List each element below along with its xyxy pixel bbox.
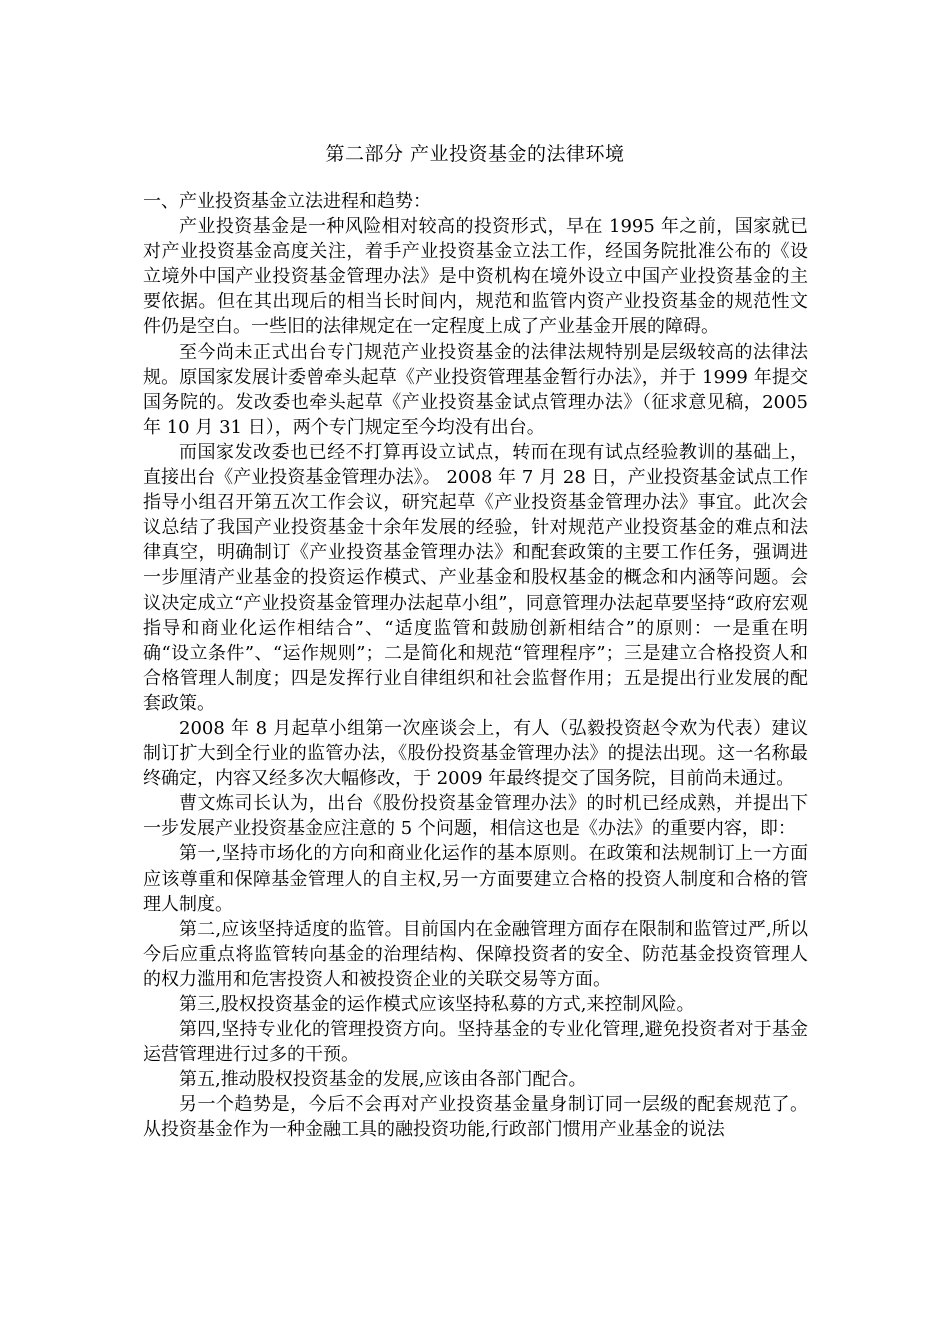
paragraph-5: 曹文炼司长认为，出台《股份投资基金管理办法》的时机已经成熟，并提出下一步发展产业投资基金应注意的 5 个问题，相信这也是《办法》的重要内容，即： (143, 793, 808, 840)
paragraph-10: 第五,推动股权投资基金的发展,应该由各部门配合。 (179, 1069, 587, 1091)
paragraph-2: 至今尚未正式出台专门规范产业投资基金的法律法规特别是层级较高的法律法规。原国家发展计委曾牵头起草《产业投资管理基金暂行办法》，并于 1999 年提交国务院的。发改委也牵头起草《产业投资基金试点管理办法》（征求意见稿，2005 年 10 月 31 日），两个专门规定至今均没有出台。 (143, 341, 808, 438)
document-body (143, 189, 808, 1143)
paragraph-1: 产业投资基金是一种风险相对较高的投资形式，早在 1995 年之前，国家就已对产业投资基金高度关注，着手产业投资基金立法工作，经国务院批准公布的《设立境外中国产业投资基金管理办法》是中资机构在境外设立中国产业投资基金的主要依据。但在其出现后的相当长时间内，规范和监管内资产业投资基金的规范性文件仍是空白。一些旧的法律规定在一定程度上成了产业基金开展的障碍。 (143, 216, 808, 338)
section-heading: 一、产业投资基金立法进程和趋势： (143, 191, 431, 212)
document-title: 第二部分 产业投资基金的法律环境 (325, 143, 625, 165)
paragraph-6: 第一,坚持市场化的方向和商业化运作的基本原则。在政策和法规制订上一方面应该尊重和保障基金管理人的自主权,另一方面要建立合格的投资人制度和合格的管理人制度。 (143, 843, 808, 915)
paragraph-9: 第四,坚持专业化的管理投资方向。坚持基金的专业化管理,避免投资者对于基金运营管理进行过多的干预。 (143, 1019, 808, 1066)
paragraph-11: 另一个趋势是，今后不会再对产业投资基金量身制订同一层级的配套规范了。从投资基金作为一种金融工具的融投资功能,行政部门惯用产业基金的说法 (143, 1094, 808, 1141)
paragraph-8: 第三,股权投资基金的运作模式应该坚持私募的方式,来控制风险。 (179, 994, 695, 1015)
paragraph-3: 而国家发改委也已经不打算再设立试点，转而在现有试点经验教训的基础上，直接出台《产业投资基金管理办法》。 2008 年 7 月 28 日，产业投资基金试点工作指导小组召开第五次工作会议，研究起草《产业投资基金管理办法》事宜。此次会议总结了我国产业投资基金十余年发展的经验，针对规范产业投资基金的难点和法律真空，明确制订《产业投资基金管理办法》和配套政策的主要工作任务，强调进一步厘清产业基金的投资运作模式、产业基金和股权基金的概念和内涵等问题。会议决定成立“产业投资基金管理办法起草小组”，同意管理办法起草要坚持“政府宏观指导和商业化运作相结合”、“适度监管和鼓励创新相结合”的原则：一是重在明确“设立条件”、“运作规则”；二是简化和规范“管理程序”；三是建立合格投资人和合格管理人制度；四是发挥行业自律组织和社会监督作用；五是提出行业发展的配套政策。 (143, 441, 808, 714)
paragraph-4: 2008 年 8 月起草小组第一次座谈会上，有人（弘毅投资赵令欢为代表）建议制订扩大到全行业的监管办法，《股份投资基金管理办法》的提法出现。这一名称最终确定，内容又经多次大幅修改，于 2009 年最终提交了国务院，目前尚未通过。 (143, 717, 808, 790)
paragraph-7: 第二,应该坚持适度的监管。目前国内在金融管理方面存在限制和监管过严,所以今后应重点将监管转向基金的治理结构、保障投资者的安全、防范基金投资管理人的权力滥用和危害投资人和被投资企业的关联交易等方面。 (143, 918, 808, 990)
